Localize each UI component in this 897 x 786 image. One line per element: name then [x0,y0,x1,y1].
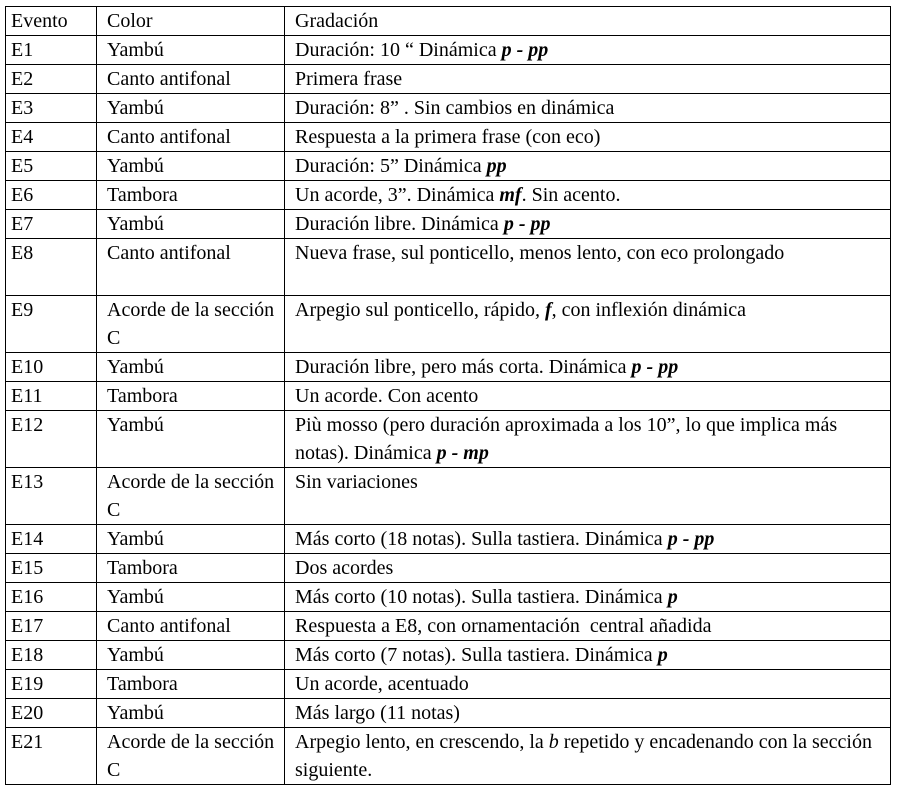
table-row [6,239,891,296]
cell-evento: E18 [6,641,97,670]
cell-evento: E20 [6,699,97,728]
cell-color: Yambú [97,699,285,728]
cell-evento: E16 [6,583,97,612]
cell-color: Acorde de la sección C [97,728,285,785]
cell-gradacion [285,382,891,411]
cell-evento: E8 [6,239,97,296]
cell-evento: E10 [6,353,97,382]
cell-evento: E12 [6,411,97,468]
cell-color: Acorde de la sección C [97,468,285,525]
cell-evento: E6 [6,181,97,210]
gradacion-text: Duración libre. Dinámica [295,213,504,235]
gradacion-text: Un acorde. Con acento [295,385,479,407]
cell-evento: E17 [6,612,97,641]
gradacion-text-italic: , [534,299,545,321]
cell-color: Yambú [97,36,285,65]
cell-color: Yambú [97,152,285,181]
gradacion-text: Nueva frase, sul ponticello, menos lento, con eco prolongado [295,242,785,264]
dynamic-marking: p - pp [667,528,715,550]
gradacion-text: repetido y encadenando con la sección siguiente. [295,731,872,781]
header-color: Color [97,7,285,36]
cell-gradacion [285,123,891,152]
dynamic-marking: p - pp [503,213,551,235]
gradacion-text: Arpegio sul ponticello, rápido [295,299,535,321]
dynamic-marking: p [667,586,678,608]
cell-color: Yambú [97,353,285,382]
table-row [6,468,891,525]
dynamic-marking: p - mp [436,442,489,464]
cell-color: Tambora [97,554,285,583]
gradacion-text: Duración: 8” . Sin cambios en dinámica [295,97,615,119]
cell-gradacion [285,94,891,123]
gradacion-text-italic: b [548,731,559,753]
cell-gradacion [285,36,891,65]
table-row [6,641,891,670]
cell-gradacion [285,239,891,296]
gradacion-text: Duración: 10 “ Dinámica [295,39,502,61]
cell-gradacion [285,181,891,210]
table-row [6,583,891,612]
cell-color: Yambú [97,210,285,239]
gradacion-text: Respuesta a E8, con ornamentación central añadida [295,615,712,637]
table-row [6,612,891,641]
gradacion-text: Duración: 5” Dinámica [295,155,487,177]
header-gradacion: Gradación [285,7,891,36]
gradacion-text: Respuesta a la primera frase (con eco) [295,126,601,148]
table-row [6,670,891,699]
cell-color: Tambora [97,181,285,210]
cell-color: Yambú [97,641,285,670]
gradacion-text: Più mosso (pero duración aproximada a los 10”, lo que implica más notas). Dinámica [295,414,838,464]
gradacion-text: . Sin acento. [521,184,621,206]
table-row [6,296,891,353]
cell-evento: E7 [6,210,97,239]
gradacion-text: Más largo (11 notas) [295,702,460,724]
table-row [6,181,891,210]
cell-color: Yambú [97,411,285,468]
gradacion-text: Dos acordes [295,557,394,579]
cell-evento: E9 [6,296,97,353]
cell-gradacion [285,612,891,641]
table-row [6,210,891,239]
table-row [6,36,891,65]
cell-color: Canto antifonal [97,239,285,296]
cell-color: Tambora [97,670,285,699]
cell-gradacion [285,583,891,612]
table-container [5,6,891,785]
gradacion-text: , con inflexión dinámica [551,299,747,321]
cell-gradacion [285,554,891,583]
table-row [6,382,891,411]
cell-evento: E1 [6,36,97,65]
dynamic-marking: mf [499,184,522,206]
table-row [6,123,891,152]
cell-evento: E5 [6,152,97,181]
table-row [6,152,891,181]
cell-gradacion [285,210,891,239]
cell-gradacion [285,353,891,382]
table-row [6,699,891,728]
cell-color: Canto antifonal [97,612,285,641]
cell-evento: E4 [6,123,97,152]
events-table [5,6,891,785]
gradacion-text: Más corto (7 notas). Sulla tastiera. Dinámica [295,644,658,666]
header-row [6,7,891,36]
table-row [6,65,891,94]
cell-gradacion [285,525,891,554]
cell-evento: E11 [6,382,97,411]
gradacion-text: Duración libre, pero más corta. Dinámica [295,356,632,378]
table-row [6,728,891,785]
cell-evento: E3 [6,94,97,123]
cell-gradacion [285,641,891,670]
cell-evento: E2 [6,65,97,94]
cell-gradacion [285,152,891,181]
gradacion-text: Arpegio lento, en crescendo, la [295,731,549,753]
cell-gradacion [285,670,891,699]
table-row [6,554,891,583]
table-row [6,525,891,554]
dynamic-marking: p - pp [501,39,549,61]
gradacion-text: Un acorde, acentuado [295,673,469,695]
cell-evento: E15 [6,554,97,583]
cell-gradacion [285,65,891,94]
cell-gradacion [285,411,891,468]
gradacion-text: Más corto (10 notas). Sulla tastiera. Dinámica [295,586,668,608]
cell-evento: E21 [6,728,97,785]
table-row [6,411,891,468]
cell-evento: E14 [6,525,97,554]
cell-gradacion [285,468,891,525]
cell-gradacion [285,728,891,785]
table-row [6,353,891,382]
dynamic-marking: p - pp [631,356,679,378]
gradacion-text: Más corto (18 notas). Sulla tastiera. Dinámica [295,528,668,550]
cell-color: Tambora [97,382,285,411]
cell-evento: E19 [6,670,97,699]
cell-color: Acorde de la sección C [97,296,285,353]
cell-color: Canto antifonal [97,65,285,94]
dynamic-marking: f [544,299,552,321]
dynamic-marking: pp [486,155,507,177]
cell-evento: E13 [6,468,97,525]
cell-color: Yambú [97,583,285,612]
cell-color: Canto antifonal [97,123,285,152]
cell-color: Yambú [97,525,285,554]
gradacion-text: Primera frase [295,68,403,90]
gradacion-text: Un acorde, 3”. Dinámica [295,184,500,206]
cell-gradacion [285,699,891,728]
gradacion-text: Sin variaciones [295,471,418,493]
dynamic-marking: p [657,644,668,666]
cell-gradacion [285,296,891,353]
table-row [6,94,891,123]
header-evento: Evento [6,7,97,36]
cell-color: Yambú [97,94,285,123]
